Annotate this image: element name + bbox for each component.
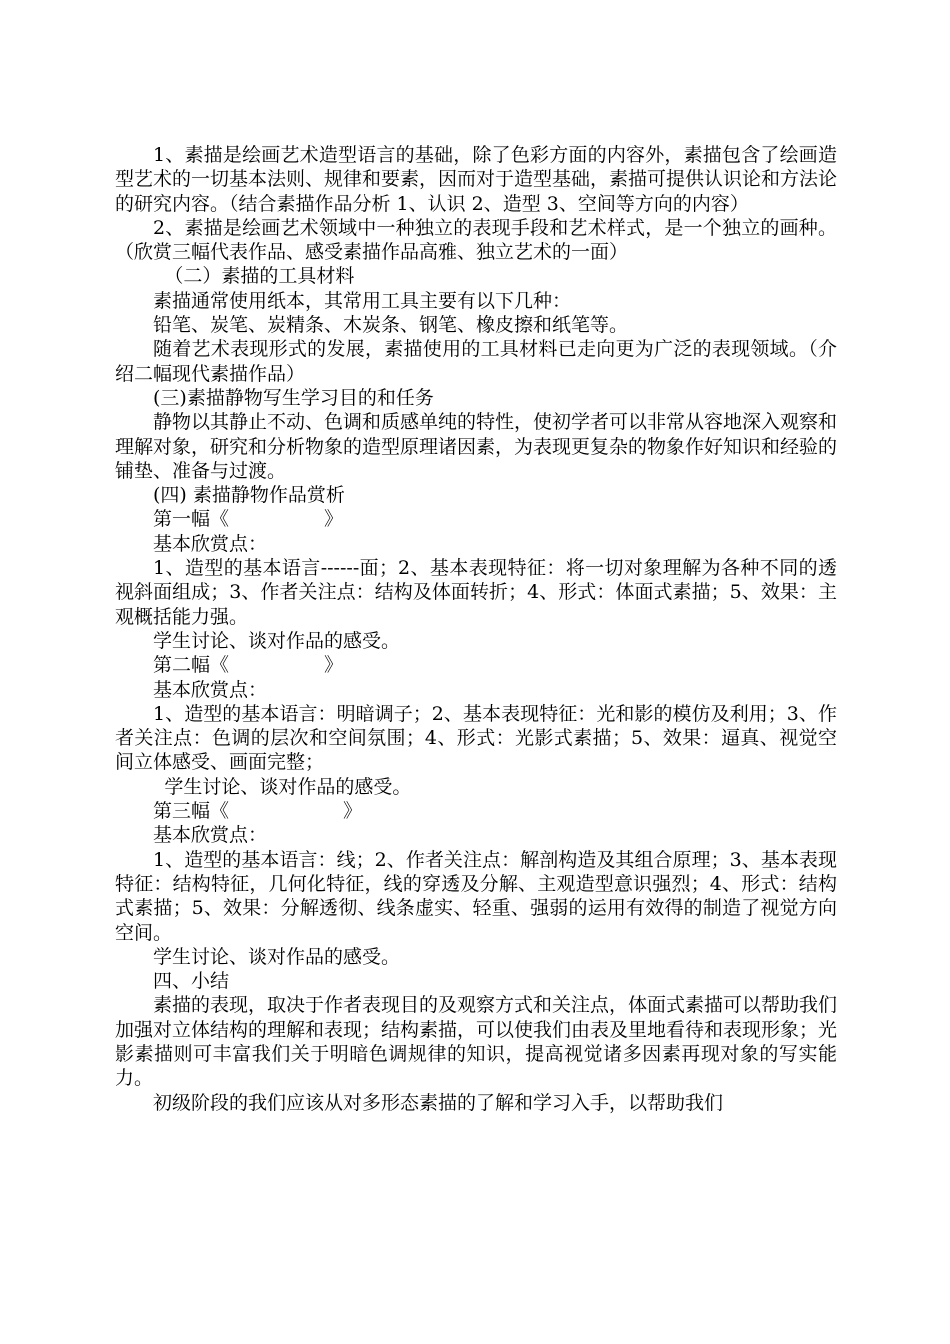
appreciation-points-second: 1、造型的基本语言：明暗调子；2、基本表现特征：光和影的模仿及利用；3、作者关注点：色调的层次和空间氛围；4、形式：光影式素描；5、效果：逼真、视觉空间立体感受、画面完整； — [115, 702, 837, 774]
paragraph-sketch-foundation: 1、素描是绘画艺术造型语言的基础，除了色彩方面的内容外，素描包含了绘画造型艺术的一切基本法则、规律和要素，因而对于造型基础，素描可提供认识论和方法论的研究内容。（结合素描作品分析 1、认识 2、造型 3、空间等方向的内容） — [115, 144, 838, 215]
paragraph-tools-list: 铅笔、炭笔、炭精条、木炭条、钢笔、橡皮擦和纸笔等。 — [153, 314, 629, 337]
appreciation-points-third: 1、造型的基本语言：线；2、作者关注点：解剖构造及其组合原理；3、基本表现特征：结构特征，几何化特征，线的穿透及分解、主观造型意识强烈；4、形式：结构式素描；5、效果：分解透彻、线条虚实、轻重、强弱的运用有效得的制造了视觉方向空间。 — [115, 848, 837, 944]
discussion-second: 学生讨论、谈对作品的感受。 — [164, 775, 412, 798]
section-heading-appreciation: (四) 素描静物作品赏析 — [153, 484, 345, 507]
discussion-first: 学生讨论、谈对作品的感受。 — [153, 629, 401, 652]
appreciation-label-third: 基本欣赏点： — [153, 824, 268, 847]
paragraph-tools-development: 随着艺术表现形式的发展，素描使用的工具材料已走向更为广泛的表现领域。（介绍二幅现代素描作品） — [115, 338, 837, 385]
paragraph-summary: 素描的表现，取决于作者表现目的及观察方式和关注点，体面式素描可以帮助我们加强对立体结构的理解和表现；结构素描，可以使我们由表及里地看待和表现形象；光影素描则可丰富我们关于明暗色调规律的知识，提高视觉诸多因素再现对象的写实能力。 — [115, 994, 838, 1090]
section-heading-goals: (三)素描静物写生学习目的和任务 — [153, 386, 434, 409]
section-heading-tools: （二）素描的工具材料 — [164, 265, 355, 288]
document-body — [115, 143, 837, 1115]
paragraph-still-life: 静物以其静止不动、色调和质感单纯的特性，使初学者可以非常从容地深入观察和理解对象，研究和分析物象的造型原理诸因素，为表现更复杂的物象作好知识和经验的铺垫、准备与过渡。 — [115, 411, 838, 482]
discussion-third: 学生讨论、谈对作品的感受。 — [153, 945, 401, 968]
paragraph-beginner-stage: 初级阶段的我们应该从对多形态素描的了解和学习入手，以帮助我们 — [153, 1091, 724, 1114]
paragraph-tools-intro: 素描通常使用纸本，其常用工具主要有以下几种： — [153, 289, 572, 312]
artwork-title-second: 第二幅《 》 — [153, 654, 344, 677]
appreciation-points-first: 1、造型的基本语言------面；2、基本表现特征：将一切对象理解为各种不同的透视斜面组成；3、作者关注点：结构及体面转折；4、形式：体面式素描；5、效果：主观概括能力强。 — [115, 557, 837, 628]
artwork-title-first: 第一幅《 》 — [153, 508, 344, 531]
section-heading-summary: 四、小结 — [153, 970, 230, 993]
paragraph-sketch-independent: 2、素描是绘画艺术领域中一种独立的表现手段和艺术样式，是一个独立的画种。（欣赏三幅代表作品、感受素描作品高雅、独立艺术的一面） — [115, 216, 837, 264]
appreciation-label-first: 基本欣赏点： — [153, 532, 268, 555]
artwork-title-third: 第三幅《 》 — [153, 800, 363, 823]
appreciation-label-second: 基本欣赏点： — [153, 678, 268, 701]
